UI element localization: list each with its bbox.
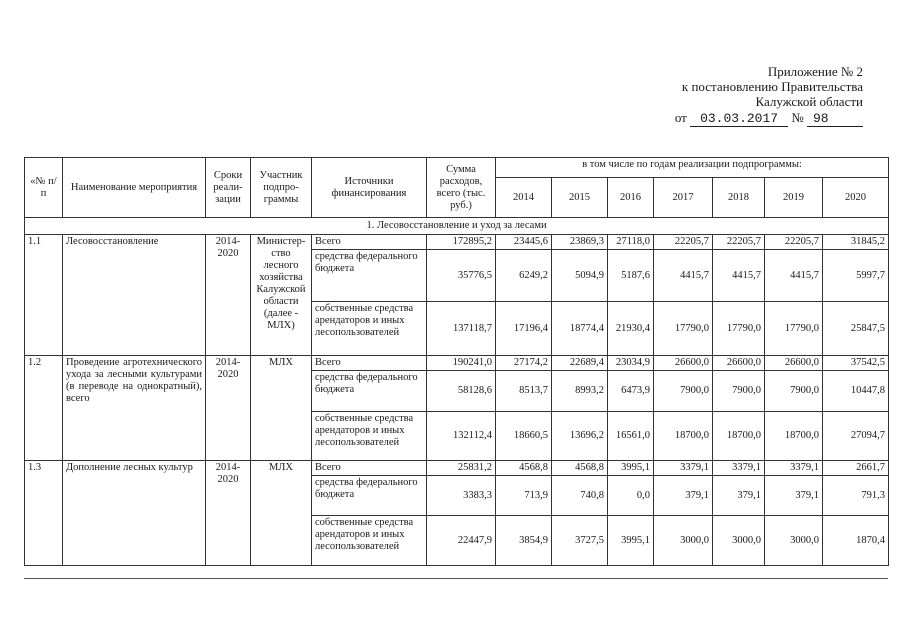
value-cell: 18700,0 [654,412,713,461]
year-header: 2018 [713,178,765,218]
value-cell: 13696,2 [552,412,608,461]
value-cell: 379,1 [654,476,713,516]
row-number: 1.1 [25,235,63,356]
value-cell: 27118,0 [608,235,654,250]
row-name: Лесовосстановление [63,235,206,356]
value-cell: 791,3 [823,476,889,516]
value-cell: 8993,2 [552,371,608,412]
value-cell: 172895,2 [427,235,496,250]
value-cell: 26600,0 [654,356,713,371]
value-cell: 22205,7 [654,235,713,250]
table-row [25,461,889,476]
value-cell: 17790,0 [713,302,765,356]
value-cell: 137118,7 [427,302,496,356]
value-cell: 4415,7 [765,250,823,302]
value-cell: 6249,2 [496,250,552,302]
value-cell: 3727,5 [552,516,608,566]
row-name: Проведение агротехнического ухода за лесными культурами (в переводе на однократный), всего [63,356,206,461]
value-cell: 713,9 [496,476,552,516]
value-cell: 10447,8 [823,371,889,412]
col-header-participant: Участник подпро-граммы [251,158,312,218]
row-number: 1.2 [25,356,63,461]
row-participant: Министер-ство лесного хозяйства Калужской области (далее - МЛХ) [251,235,312,356]
year-header: 2020 [823,178,889,218]
value-cell: 17790,0 [765,302,823,356]
value-cell: 3995,1 [608,461,654,476]
value-cell: 7900,0 [654,371,713,412]
row-source: Всего [312,356,427,371]
resolution-date-line [675,110,863,127]
resolution-date: 03.03.2017 [690,111,788,127]
value-cell: 25847,5 [823,302,889,356]
value-cell: 4415,7 [654,250,713,302]
value-cell: 21930,4 [608,302,654,356]
row-source: Всего [312,461,427,476]
row-source: средства федерального бюджета [312,250,427,302]
value-cell: 5094,9 [552,250,608,302]
date-prefix: от [674,110,687,125]
value-cell: 31845,2 [823,235,889,250]
value-cell: 5997,7 [823,250,889,302]
value-cell: 25831,2 [427,461,496,476]
year-header: 2017 [654,178,713,218]
row-source: собственные средства арендаторов и иных лесопользователей [312,302,427,356]
row-source: средства федерального бюджета [312,476,427,516]
value-cell: 3000,0 [713,516,765,566]
value-cell: 379,1 [765,476,823,516]
value-cell: 23869,3 [552,235,608,250]
row-period: 2014-2020 [206,356,251,461]
appendix-title: Приложение № 2 [767,64,863,79]
value-cell: 0,0 [608,476,654,516]
value-cell: 3379,1 [765,461,823,476]
value-cell: 23445,6 [496,235,552,250]
value-cell: 23034,9 [608,356,654,371]
value-cell: 6473,9 [608,371,654,412]
value-cell: 37542,5 [823,356,889,371]
resolution-number: 98 [807,111,863,127]
value-cell: 22205,7 [713,235,765,250]
value-cell: 132112,4 [427,412,496,461]
row-period: 2014-2020 [206,461,251,566]
financing-table [24,157,889,566]
row-source: средства федерального бюджета [312,371,427,412]
row-source: собственные средства арендаторов и иных лесопользователей [312,412,427,461]
value-cell: 35776,5 [427,250,496,302]
value-cell: 18660,5 [496,412,552,461]
appendix-region-line: Калужской области [755,94,863,109]
value-cell: 5187,6 [608,250,654,302]
value-cell: 26600,0 [765,356,823,371]
value-cell: 22205,7 [765,235,823,250]
appendix-ref-line: к постановлению Правительства [681,79,863,94]
value-cell: 8513,7 [496,371,552,412]
value-cell: 27174,2 [496,356,552,371]
value-cell: 18774,4 [552,302,608,356]
year-header: 2015 [552,178,608,218]
value-cell: 22689,4 [552,356,608,371]
year-header: 2016 [608,178,654,218]
value-cell: 7900,0 [765,371,823,412]
row-period: 2014-2020 [206,235,251,356]
row-number: 1.3 [25,461,63,566]
year-header: 2019 [765,178,823,218]
value-cell: 22447,9 [427,516,496,566]
row-source: собственные средства арендаторов и иных лесопользователей [312,516,427,566]
value-cell: 3000,0 [654,516,713,566]
value-cell: 190241,0 [427,356,496,371]
value-cell: 3379,1 [713,461,765,476]
value-cell: 379,1 [713,476,765,516]
page-bottom-rule [24,578,888,579]
value-cell: 4568,8 [552,461,608,476]
value-cell: 17196,4 [496,302,552,356]
row-name: Дополнение лесных культур [63,461,206,566]
col-header-sum: Сумма расходов, всего (тыс. руб.) [427,158,496,218]
col-header-by-years: в том числе по годам реализации подпрограммы: [496,158,889,178]
value-cell: 740,8 [552,476,608,516]
value-cell: 27094,7 [823,412,889,461]
value-cell: 16561,0 [608,412,654,461]
value-cell: 7900,0 [713,371,765,412]
col-header-source: Источники финансирования [312,158,427,218]
document-header [675,64,863,127]
value-cell: 18700,0 [713,412,765,461]
section-title: 1. Лесовосстановление и уход за лесами [25,218,889,235]
col-header-num: «№ п/п [25,158,63,218]
col-header-name: Наименование мероприятия [63,158,206,218]
value-cell: 3379,1 [654,461,713,476]
col-header-period: Сроки реали-зации [206,158,251,218]
value-cell: 18700,0 [765,412,823,461]
value-cell: 58128,6 [427,371,496,412]
row-source: Всего [312,235,427,250]
value-cell: 26600,0 [713,356,765,371]
table-row [25,235,889,250]
year-header: 2014 [496,178,552,218]
value-cell: 1870,4 [823,516,889,566]
value-cell: 2661,7 [823,461,889,476]
row-participant: МЛХ [251,461,312,566]
value-cell: 4568,8 [496,461,552,476]
table-row [25,356,889,371]
value-cell: 3383,3 [427,476,496,516]
value-cell: 4415,7 [713,250,765,302]
value-cell: 17790,0 [654,302,713,356]
value-cell: 3000,0 [765,516,823,566]
row-participant: МЛХ [251,356,312,461]
value-cell: 3995,1 [608,516,654,566]
value-cell: 3854,9 [496,516,552,566]
number-prefix: № [791,110,804,125]
